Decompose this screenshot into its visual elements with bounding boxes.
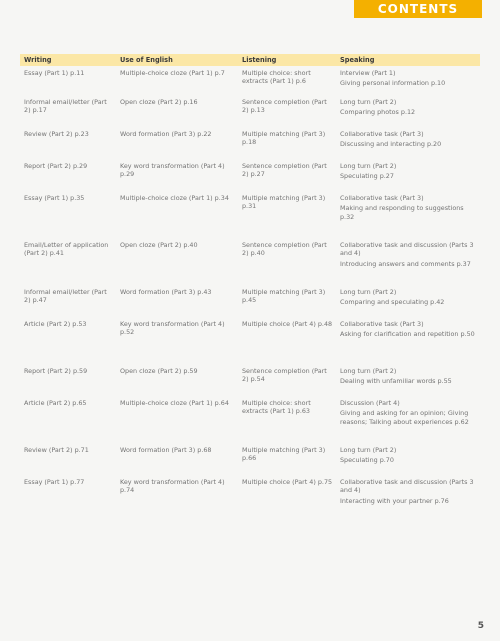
- cell-writing: [20, 127, 116, 159]
- cell-text: Multiple-choice cloze (Part 1) p.7: [120, 69, 225, 77]
- cell-speaking: [336, 475, 480, 522]
- table-body: [20, 66, 480, 522]
- cell-use-of-english: [116, 191, 238, 238]
- cell-text: Multiple-choice cloze (Part 1) p.64: [120, 399, 229, 407]
- cell-text: Word formation (Part 3) p.68: [120, 446, 212, 454]
- cell-writing: [20, 443, 116, 475]
- cell-writing: [20, 396, 116, 443]
- cell-listening: [238, 191, 336, 238]
- cell-text: Speculating p.27: [340, 172, 394, 181]
- table-row: [20, 127, 480, 159]
- contents-title: CONTENTS: [354, 0, 482, 18]
- cell-text: Report (Part 2) p.59: [24, 367, 88, 375]
- cell-speaking: [336, 317, 480, 364]
- cell-text: Multiple matching (Part 3) p.45: [242, 288, 326, 305]
- cell-use-of-english: [116, 66, 238, 95]
- table-row: [20, 317, 480, 364]
- cell-text: Asking for clarification and repetition p.50: [340, 330, 475, 339]
- cell-writing: [20, 364, 116, 396]
- cell-speaking: [336, 396, 480, 443]
- cell-writing: [20, 317, 116, 364]
- cell-text: Essay (Part 1) p.35: [24, 194, 85, 202]
- cell-use-of-english: [116, 238, 238, 285]
- cell-use-of-english: [116, 127, 238, 159]
- cell-writing: [20, 191, 116, 238]
- cell-text: Sentence completion (Part 2) p.13: [242, 98, 327, 115]
- cell-text: Sentence completion (Part 2) p.27: [242, 162, 327, 179]
- cell-text: Long turn (Part 2): [340, 446, 397, 454]
- cell-speaking: [336, 191, 480, 238]
- cell-listening: [238, 317, 336, 364]
- cell-text: Long turn (Part 2): [340, 162, 397, 170]
- cell-writing: [20, 66, 116, 95]
- cell-text: Open cloze (Part 2) p.40: [120, 241, 198, 249]
- cell-text: Key word transformation (Part 4) p.29: [120, 162, 225, 179]
- cell-listening: [238, 396, 336, 443]
- cell-listening: [238, 285, 336, 317]
- cell-listening: [238, 364, 336, 396]
- cell-writing: [20, 238, 116, 285]
- table-row: [20, 238, 480, 285]
- cell-listening: [238, 127, 336, 159]
- cell-text: Introducing answers and comments p.37: [340, 259, 471, 268]
- cell-text: Open cloze (Part 2) p.16: [120, 98, 198, 106]
- column-header-speaking: Speaking: [336, 54, 480, 66]
- table-row: [20, 191, 480, 238]
- cell-text: Giving and asking for an opinion; Giving reasons; Talking about experiences p.62: [340, 409, 469, 426]
- cell-text: Email/Letter of application (Part 2) p.41: [24, 241, 109, 258]
- cell-text: Multiple matching (Part 3) p.31: [242, 194, 326, 211]
- cell-use-of-english: [116, 364, 238, 396]
- cell-listening: [238, 159, 336, 191]
- cell-text: Giving personal information p.10: [340, 79, 446, 88]
- cell-speaking: [336, 364, 480, 396]
- cell-use-of-english: [116, 285, 238, 317]
- cell-listening: [238, 66, 336, 95]
- cell-speaking: [336, 285, 480, 317]
- column-header-writing: Writing: [20, 54, 116, 66]
- table-row: [20, 396, 480, 443]
- table-row: [20, 95, 480, 127]
- cell-writing: [20, 95, 116, 127]
- cell-text: Sentence completion (Part 2) p.54: [242, 367, 327, 384]
- cell-use-of-english: [116, 317, 238, 364]
- cell-text: Discussing and interacting p.20: [340, 140, 442, 149]
- cell-text: Multiple choice: short extracts (Part 1) p.63: [242, 399, 311, 416]
- cell-text: Essay (Part 1) p.11: [24, 69, 85, 77]
- cell-text: Informal email/letter (Part 2) p.47: [24, 288, 107, 305]
- cell-text: Interview (Part 1): [340, 69, 396, 77]
- cell-writing: [20, 475, 116, 522]
- cell-text: Article (Part 2) p.65: [24, 399, 87, 407]
- cell-text: Multiple-choice cloze (Part 1) p.34: [120, 194, 229, 202]
- cell-text: Making and responding to suggestions p.32: [340, 204, 464, 221]
- cell-text: Collaborative task (Part 3): [340, 130, 424, 138]
- cell-text: Collaborative task (Part 3): [340, 320, 424, 328]
- table-row: [20, 364, 480, 396]
- cell-text: Word formation (Part 3) p.22: [120, 130, 212, 138]
- cell-text: Multiple matching (Part 3) p.18: [242, 130, 326, 147]
- cell-text: Key word transformation (Part 4) p.74: [120, 478, 225, 495]
- cell-text: Report (Part 2) p.29: [24, 162, 88, 170]
- cell-use-of-english: [116, 159, 238, 191]
- column-header-listening: Listening: [238, 54, 336, 66]
- cell-use-of-english: [116, 443, 238, 475]
- contents-table: [20, 54, 480, 522]
- cell-text: Open cloze (Part 2) p.59: [120, 367, 198, 375]
- cell-writing: [20, 159, 116, 191]
- table-row: [20, 475, 480, 522]
- cell-text: Essay (Part 1) p.77: [24, 478, 85, 486]
- cell-text: Collaborative task and discussion (Parts 3 and 4): [340, 241, 474, 258]
- cell-text: Multiple matching (Part 3) p.66: [242, 446, 326, 463]
- cell-listening: [238, 238, 336, 285]
- cell-text: Long turn (Part 2): [340, 98, 397, 106]
- cell-text: Word formation (Part 3) p.43: [120, 288, 212, 296]
- cell-text: Dealing with unfamiliar words p.55: [340, 377, 452, 386]
- page-number: 5: [477, 621, 484, 631]
- cell-use-of-english: [116, 396, 238, 443]
- cell-text: Collaborative task and discussion (Parts 3 and 4): [340, 478, 474, 495]
- cell-speaking: [336, 443, 480, 475]
- cell-text: Speculating p.70: [340, 456, 394, 465]
- table-row: [20, 443, 480, 475]
- cell-speaking: [336, 95, 480, 127]
- cell-text: Review (Part 2) p.71: [24, 446, 89, 454]
- cell-text: Multiple choice (Part 4) p.75: [242, 478, 333, 486]
- cell-text: Comparing photos p.12: [340, 108, 416, 117]
- cell-text: Discussion (Part 4): [340, 399, 400, 407]
- table-row: [20, 159, 480, 191]
- cell-text: Key word transformation (Part 4) p.52: [120, 320, 225, 337]
- cell-text: Long turn (Part 2): [340, 288, 397, 296]
- cell-use-of-english: [116, 95, 238, 127]
- cell-speaking: [336, 238, 480, 285]
- cell-speaking: [336, 159, 480, 191]
- table-row: [20, 66, 480, 95]
- cell-text: Informal email/letter (Part 2) p.17: [24, 98, 107, 115]
- table-row: [20, 285, 480, 317]
- cell-use-of-english: [116, 475, 238, 522]
- cell-text: Article (Part 2) p.53: [24, 320, 87, 328]
- column-header-use-of-english: Use of English: [116, 54, 238, 66]
- cell-text: Long turn (Part 2): [340, 367, 397, 375]
- cell-text: Sentence completion (Part 2) p.40: [242, 241, 327, 258]
- cell-text: Collaborative task (Part 3): [340, 194, 424, 202]
- cell-text: Multiple choice (Part 4) p.48: [242, 320, 333, 328]
- cell-speaking: [336, 66, 480, 95]
- cell-listening: [238, 95, 336, 127]
- cell-listening: [238, 443, 336, 475]
- cell-text: Comparing and speculating p.42: [340, 298, 445, 307]
- cell-text: Review (Part 2) p.23: [24, 130, 89, 138]
- cell-text: Multiple choice: short extracts (Part 1) p.6: [242, 69, 311, 86]
- cell-writing: [20, 285, 116, 317]
- cell-listening: [238, 475, 336, 522]
- table-header-row: [20, 54, 480, 66]
- cell-text: Interacting with your partner p.76: [340, 496, 449, 505]
- cell-speaking: [336, 127, 480, 159]
